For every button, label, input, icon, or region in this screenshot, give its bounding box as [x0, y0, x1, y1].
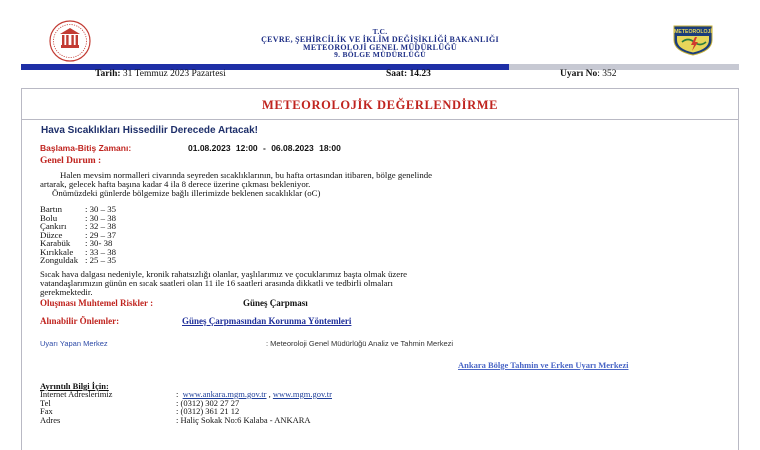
header-tc: T.C. [372, 27, 388, 36]
title-divider [21, 119, 739, 120]
city-name: Zonguldak [40, 255, 79, 265]
svg-text:METEOROLOJİ: METEOROLOJİ [674, 29, 712, 35]
warning-value: : 352 [597, 69, 617, 79]
fax-label: Fax [40, 406, 53, 416]
paragraph2-line1: Sıcak hava dalgası nedeniyle, kronik rahatsızlığı olanlar, yaşlılarımız ve çocuklarımız başta olmak üzere [40, 269, 408, 279]
paragraph1-line3: Önümüzdeki günlerde bölgemize bağlı illerimizde beklenen sıcaklıklar (oC) [52, 188, 321, 198]
issuer-value: : Meteoroloji Genel Müdürlüğü Analiz ve Tahmin Merkezi [266, 339, 454, 348]
city-range: : 29 – 37 [85, 229, 117, 240]
city-name: Bolu [40, 212, 58, 223]
date-label: Tarih: [95, 69, 121, 79]
time-field [386, 69, 431, 79]
paragraph2-line2: vatandaşlarımızın günün en sıcak saatleri olan 11 ile 16 saatleri arasında dikkatli ve tedbirli olmaları [40, 278, 393, 288]
period-value: 01.08.2023 12:00 - 06.08.2023 18:00 [188, 143, 341, 153]
paragraph1-line1: Halen mevsim normalleri civarında seyreden sıcaklıklarının, bu hafta ortasından itibaren, bölge genelinde [60, 170, 433, 180]
document-title: METEOROLOJİK DEĞERLENDİRME [261, 98, 499, 112]
period-label: Başlama-Bitiş Zamanı: [40, 143, 132, 153]
city-name: Bartın [40, 204, 62, 214]
risks-value: Güneş Çarpması [243, 298, 308, 308]
city-name: Karabük [40, 238, 71, 248]
measures-link[interactable]: Güneş Çarpmasından Korunma Yöntemleri [182, 316, 352, 326]
city-range: : 30 – 38 [85, 212, 117, 223]
date-value: 31 Temmuz 2023 Pazartesi [122, 69, 226, 79]
paragraph2-line3: gerekmektedir. [40, 287, 93, 297]
city-range: : 32 – 38 [85, 221, 117, 231]
city-name: Kırıkkale [40, 246, 74, 257]
contact-address-row [40, 416, 311, 425]
warning-number-field [560, 69, 616, 79]
city-range: : 25 – 35 [85, 255, 117, 265]
headline: Hava Sıcaklıkları Hissedilir Derecede Artacak! [41, 125, 258, 136]
mgm-link[interactable]: www.mgm.gov.tr [272, 389, 332, 399]
contact-title: Ayrıntılı Bilgi İçin: [40, 381, 109, 391]
tel-label: Tel [40, 397, 51, 408]
address-label: Adres [40, 414, 61, 425]
header-ministry: ÇEVRE, ŞEHİRCİLİK VE İKLİM DEĞİŞİKLİĞİ BAKANLIĞI [261, 35, 499, 44]
internet-label: İnternet Adreslerimiz [40, 389, 113, 399]
issuer-label: Uyarı Yapan Merkez [40, 339, 108, 348]
time-label: Saat: [386, 69, 408, 79]
fax-value: : (0312) 361 21 12 [176, 406, 240, 416]
tel-value: : (0312) 302 27 27 [176, 397, 240, 408]
ankara-mgm-link[interactable]: www.ankara.mgm.gov.tr [182, 389, 267, 399]
general-status-label: Genel Durum : [40, 156, 102, 166]
risks-label: Oluşması Muhtemel Riskler : [40, 298, 154, 308]
internet-comma: , [266, 389, 273, 399]
date-field [95, 69, 226, 79]
city-range: : 30- 38 [85, 238, 113, 248]
city-range: : 33 – 38 [85, 246, 117, 257]
city-name: Düzce [40, 229, 63, 240]
city-name: Çankırı [40, 221, 67, 231]
warning-label: Uyarı No [560, 69, 598, 79]
time-value: 14.23 [409, 69, 431, 79]
regional-center-link[interactable]: Ankara Bölge Tahmin ve Erken Uyarı Merkezi [458, 360, 629, 370]
city-range: : 30 – 35 [85, 204, 117, 214]
paragraph1-line2: artarak, gelecek hafta başına kadar 4 ila 8 derece üzerine çıkması bekleniyor. [40, 179, 311, 189]
internet-separator: : [176, 389, 179, 399]
address-value: : Haliç Sokak No:6 Kalaba - ANKARA [176, 414, 311, 425]
header-directorate: METEOROLOJİ GENEL MÜDÜRLÜĞÜ [303, 43, 457, 52]
city-row [40, 256, 116, 265]
measures-label: Alınabilir Önlemler: [40, 316, 120, 326]
header-region: 9. BÖLGE MÜDÜRLÜĞÜ [334, 50, 426, 59]
